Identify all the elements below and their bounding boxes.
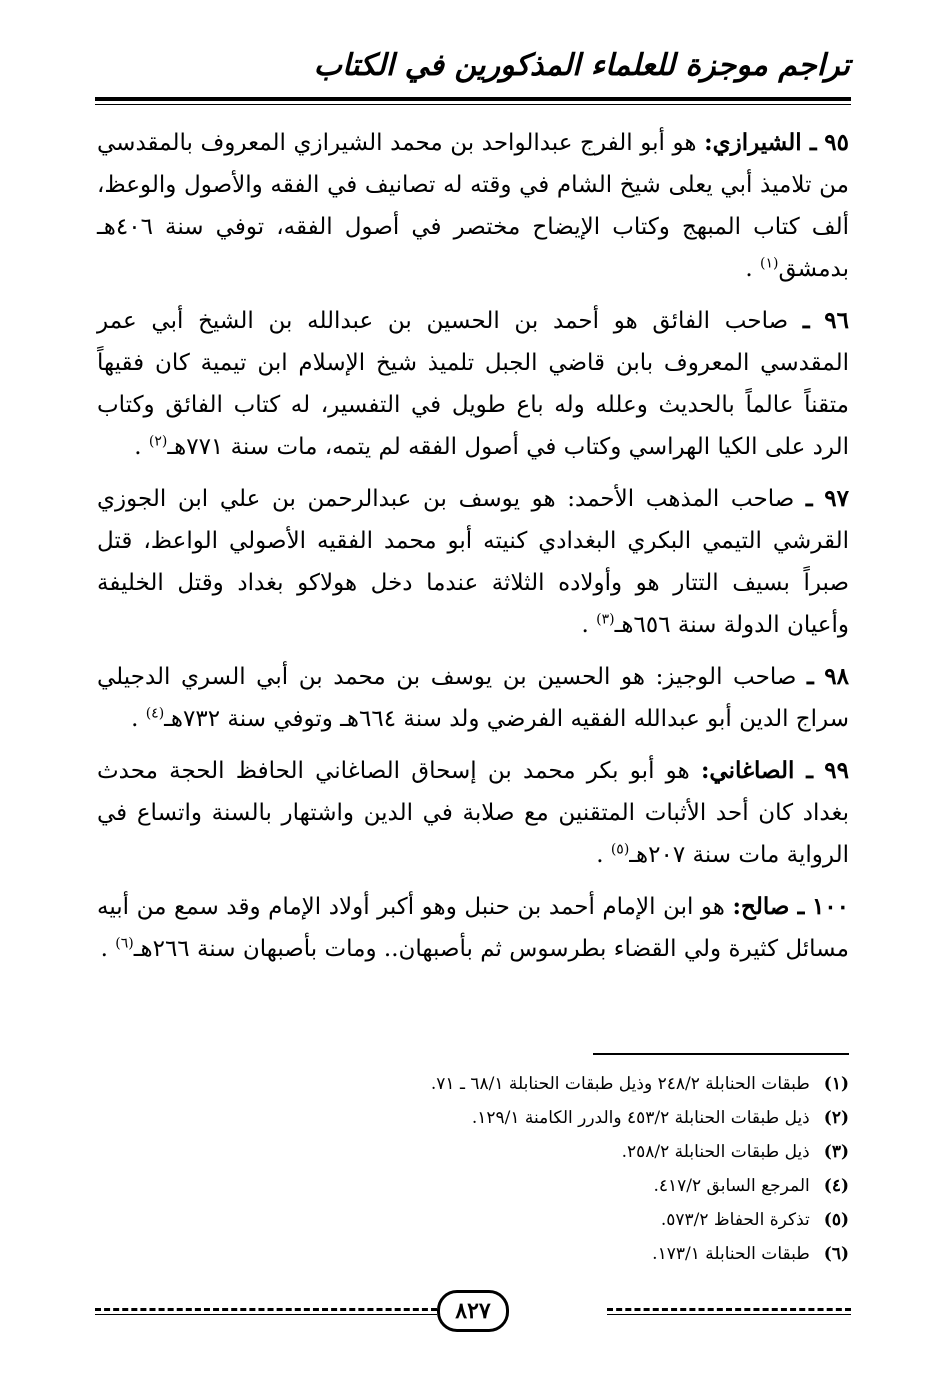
footnote-text: ذيل طبقات الحنابلة ٤٥٣/٢ والدرر الكامنة ١٢٩/١. xyxy=(471,1108,810,1128)
footnote-1 xyxy=(300,1067,849,1101)
entry-end: . xyxy=(100,936,116,962)
entry-end: . xyxy=(131,706,146,732)
footnote-text: طبقات الحنابلة ٢٤٨/٢ وذيل طبقات الحنابلة ٦٨/١ ـ ٧١. xyxy=(430,1074,810,1094)
footnote-ref: (٣) xyxy=(596,611,615,628)
footer-dashed-rule-left xyxy=(95,1308,437,1311)
footer-thin-rule-right xyxy=(607,1314,851,1315)
entry-end: . xyxy=(745,256,761,282)
entry-97 xyxy=(97,478,849,646)
footnote-mark: (٣) xyxy=(823,1142,849,1162)
footnote-mark: (٢) xyxy=(823,1108,849,1128)
entry-number: ٩٧ xyxy=(824,485,850,512)
footnote-mark: (٥) xyxy=(823,1210,849,1230)
page-number: ٨٢٧ xyxy=(437,1290,509,1332)
entry-99 xyxy=(97,750,849,876)
entry-text: صاحب الوجيز: هو الحسين بن يوسف بن محمد بن أبي السري الدجيلي سراج الدين أبو عبدالله الفقيه الفرضي ولد سنة ٦٦٤هـ وتوفي سنة ٧٣٢هـ xyxy=(97,664,849,732)
entry-text: صاحب المذهب الأحمد: هو يوسف بن عبدالرحمن بن علي ابن الجوزي القرشي التيمي البكري البغدادي كنيته أبو محمد الفقيه الأصولي الواعظ، قتل صبراً بسيف التتار هو وأولاده الثلاثة عندما دخل هولاكو بغداد وقتل الخليفة وأعيان الدولة سنة ٦٥٦هـ xyxy=(97,486,849,638)
entry-number: ٩٦ xyxy=(824,307,849,334)
entry-text: هو أبو الفرج عبدالواحد بن محمد الشيرازي المعروف بالمقدسي من تلاميذ أبي يعلى شيخ الشام في وقته له تصانيف في الفقه والأصول والوعظ، ألف كتاب المبهج وكتاب الإيضاح مختصر في أصول الفقه، توفي سنة ٤٠٦هـ بدمشق xyxy=(97,130,849,282)
footnote-text: تذكرة الحفاظ ٥٧٣/٢. xyxy=(660,1210,810,1230)
footnote-text: المرجع السابق ٤١٧/٢. xyxy=(653,1176,810,1196)
entry-text: هو أبو بكر محمد بن إسحاق الصاغاني الحافظ الحجة محدث بغداد كان أحد الأثبات المتقنين مع صلابة في الدين واشتهار بالسنة واتساع في الرواية مات سنة ٢٠٧هـ xyxy=(97,758,849,868)
footnote-ref: (٤) xyxy=(145,705,165,722)
footnote-2 xyxy=(300,1101,849,1135)
footnote-ref: (٦) xyxy=(115,935,134,952)
footnote-3 xyxy=(300,1135,849,1169)
footnote-4 xyxy=(300,1169,849,1203)
footnotes xyxy=(300,1067,849,1271)
entry-heading: ـ xyxy=(802,307,810,334)
footnote-mark: (١) xyxy=(823,1074,849,1094)
entry-text: هو ابن الإمام أحمد بن حنبل وهو أكبر أولاد الإمام وقد سمع من أبيه مسائل كثيرة ولي القضاء بطرسوس ثم بأصبهان.. ومات بأصبهان سنة ٢٦٦هـ xyxy=(97,894,849,962)
page-footer xyxy=(95,1290,851,1330)
entry-heading: ـ صالح: xyxy=(732,893,805,920)
footnote-text: ذيل طبقات الحنابلة ٢٥٨/٢. xyxy=(621,1142,810,1162)
entry-number: ٩٩ xyxy=(824,757,850,784)
entry-text: صاحب الفائق هو أحمد بن الحسين بن عبدالله بن الشيخ أبي عمر المقدسي المعروف بابن قاضي الجبل تلميذ شيخ الإسلام ابن تيمية كان فقيهاً متقناً عالماً بالحديث وعلله وله باع طويل في التفسير، له كتاب الفائق وكتاب الرد على الكيا الهراسي وكتاب في أصول الفقه لم يتمه، مات سنة ٧٧١هـ xyxy=(97,308,849,460)
footnote-mark: (٦) xyxy=(823,1244,849,1264)
footer-dashed-rule-right xyxy=(607,1308,851,1311)
entry-heading: ـ الشيرازي: xyxy=(704,129,817,156)
entry-end: . xyxy=(581,612,597,638)
entry-number: ٩٥ xyxy=(824,129,849,156)
entry-number: ١٠٠ xyxy=(811,893,849,920)
entry-95 xyxy=(97,122,849,290)
entry-heading: ـ الصاغاني: xyxy=(700,757,814,784)
entry-end: . xyxy=(596,842,611,868)
entry-98 xyxy=(97,656,849,740)
biography-entries xyxy=(97,122,849,980)
entry-end: . xyxy=(134,434,149,460)
header-rule-thin xyxy=(95,104,851,105)
footer-thin-rule-left xyxy=(95,1314,437,1315)
footnote-6 xyxy=(300,1237,849,1271)
footnote-separator xyxy=(593,1053,849,1055)
footnote-5 xyxy=(300,1203,849,1237)
footnote-ref: (٢) xyxy=(148,433,168,450)
footnote-mark: (٤) xyxy=(823,1176,849,1196)
entry-heading: ـ xyxy=(806,663,814,690)
entry-96 xyxy=(97,300,849,468)
header-rule-thick xyxy=(95,97,851,101)
running-header-title: تراجم موجزة للعلماء المذكورين في الكتاب xyxy=(313,48,850,83)
footnote-ref: (٥) xyxy=(610,841,630,858)
entry-100 xyxy=(97,886,849,970)
footnote-text: طبقات الحنابلة ١٧٣/١. xyxy=(652,1244,810,1264)
entry-heading: ـ xyxy=(805,485,813,512)
entry-number: ٩٨ xyxy=(824,663,849,690)
footnote-ref: (١) xyxy=(760,255,779,272)
